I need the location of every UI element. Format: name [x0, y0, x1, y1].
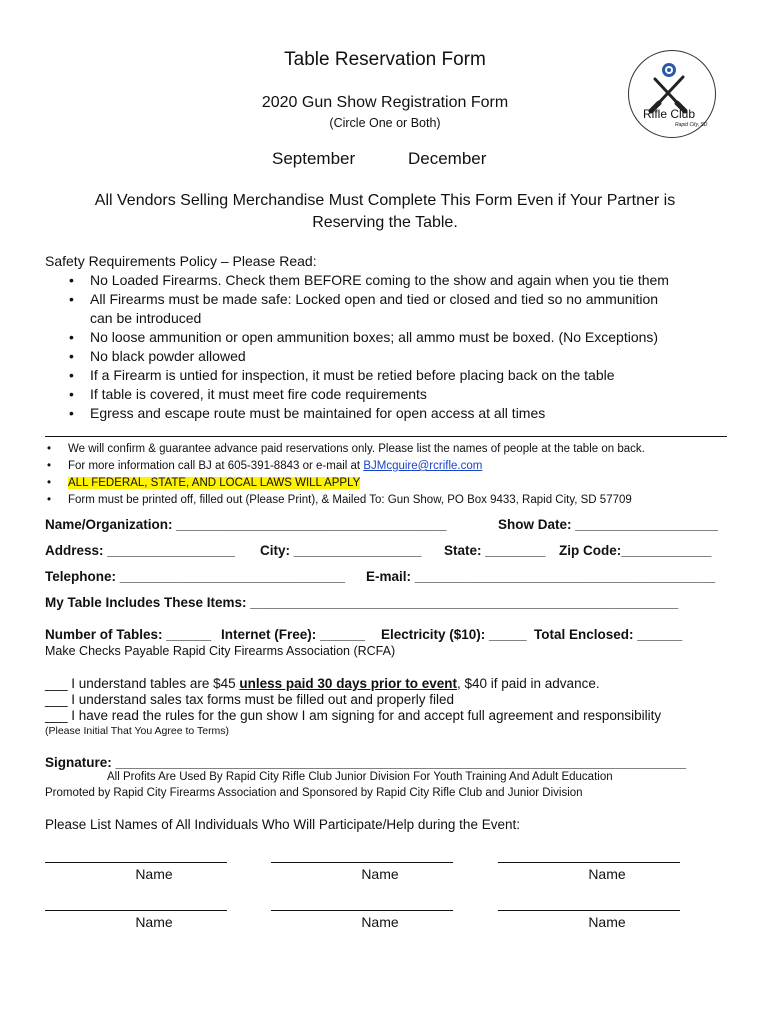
info-item — [45, 475, 645, 492]
safety-item: • If table is covered, it must meet fire code requirements — [45, 385, 669, 404]
email-field[interactable]: E-mail: ________________________________________ — [366, 569, 716, 584]
safety-list — [45, 271, 669, 423]
participant-name-label: Name — [588, 914, 626, 930]
zip-code-field[interactable]: Zip Code:____________ — [559, 543, 712, 558]
email-link[interactable]: BJMcguire@rcrifle.com — [363, 460, 483, 472]
safety-item-cont-text: can be introduced — [90, 310, 202, 326]
participant-name-label: Name — [135, 914, 173, 930]
participant-name-label: Name — [361, 866, 399, 882]
ack-table-price-suffix: , $40 if paid in advance. — [456, 676, 600, 691]
safety-item: • No Loaded Firearms. Check them BEFORE coming to the show and again when you tie them — [45, 271, 669, 290]
safety-item: • Egress and escape route must be maintained for open access at all times — [45, 404, 669, 423]
profits-note: All Profits Are Used By Rapid City Rifle Club Junior Division For Youth Training And Adult Education — [107, 771, 613, 783]
initial-note: (Please Initial That You Agree to Terms) — [45, 725, 230, 737]
total-enclosed-field[interactable]: Total Enclosed: ______ — [534, 627, 683, 642]
table-items-field[interactable]: My Table Includes These Items: _________________________________________________________ — [45, 595, 679, 610]
safety-item: • No loose ammunition or open ammunition boxes; all ammo must be boxed. (No Exceptions) — [45, 328, 669, 347]
state-field[interactable]: State: ________ — [444, 543, 546, 558]
info-item: • We will confirm & guarantee advance paid reservations only. Please list the names of people at the table on back. — [45, 441, 645, 458]
ack-table-price-prefix: ___ I understand tables are $45 — [45, 676, 240, 691]
laws-highlight: ALL FEDERAL, STATE, AND LOCAL LAWS WILL APPLY — [68, 477, 361, 489]
page-subtitle: 2020 Gun Show Registration Form — [261, 94, 509, 111]
address-field[interactable]: Address: _________________ — [45, 543, 235, 558]
signature-field[interactable]: Signature: ____________________________________________________________________________ — [45, 755, 687, 770]
electricity-field[interactable]: Electricity ($10): _____ — [381, 627, 527, 642]
circle-note: (Circle One or Both) — [329, 116, 441, 130]
vendor-notice — [0, 190, 770, 234]
safety-item-text: All Firearms must be made safe: Locked open and tied or closed and tied so no ammunition — [90, 291, 659, 307]
participants-heading: Please List Names of All Individuals Who Will Participate/Help during the Event: — [45, 817, 520, 832]
telephone-field[interactable]: Telephone: ______________________________ — [45, 569, 345, 584]
ack-rules[interactable]: ___ I have read the rules for the gun show I am signing for and accept full agreement and responsibility — [45, 708, 662, 723]
participant-name-line[interactable] — [45, 862, 227, 863]
ack-table-price-bold: unless paid 30 days prior to event — [239, 676, 457, 691]
logo-text: Rifle Club — [643, 107, 696, 121]
section-divider — [45, 436, 727, 437]
participant-name-label: Name — [361, 914, 399, 930]
safety-item — [45, 290, 669, 309]
number-of-tables-field[interactable]: Number of Tables: ______ — [45, 627, 212, 642]
show-date-field[interactable]: Show Date: ___________________ — [498, 517, 718, 532]
page-title: Table Reservation Form — [284, 49, 486, 70]
participant-name-line[interactable] — [271, 910, 453, 911]
promoted-note: Promoted by Rapid City Firearms Association and Sponsored by Rapid City Rifle Club and Junior Division — [45, 787, 583, 799]
city-field[interactable]: City: _________________ — [260, 543, 422, 558]
info-contact-text: For more information call BJ at 605-391-8843 or e-mail at — [68, 460, 364, 472]
participant-name-line[interactable] — [45, 910, 227, 911]
info-item — [45, 458, 645, 475]
name-organization-field[interactable]: Name/Organization: ____________________________________ — [45, 517, 447, 532]
participant-name-label: Name — [588, 866, 626, 882]
safety-item: • No black powder allowed — [45, 347, 669, 366]
info-item: • Form must be printed off, filled out (Please Print), & Mailed To: Gun Show, PO Box 9433, Rapid City, SD 57709 — [45, 492, 645, 509]
participant-name-line[interactable] — [498, 862, 680, 863]
info-list — [45, 441, 645, 509]
checks-payable-note: Make Checks Payable Rapid City Firearms Association (RCFA) — [45, 644, 396, 658]
ack-sales-tax[interactable]: ___ I understand sales tax forms must be filled out and properly filed — [45, 692, 454, 707]
month-option-september[interactable]: September — [272, 149, 356, 168]
participant-name-line[interactable] — [271, 862, 453, 863]
participant-name-label: Name — [135, 866, 173, 882]
rifle-club-logo — [628, 50, 716, 138]
safety-heading: Safety Requirements Policy – Please Read: — [45, 253, 317, 269]
vendor-notice-line-2: Reserving the Table. — [312, 214, 458, 231]
ack-table-price[interactable] — [45, 676, 600, 691]
logo-subtext: Rapid City, SD — [675, 122, 708, 128]
safety-item: • If a Firearm is untied for inspection, it must be retied before placing back on the table — [45, 366, 669, 385]
participant-name-line[interactable] — [498, 910, 680, 911]
vendor-notice-line-1: All Vendors Selling Merchandise Must Complete This Form Even if Your Partner is — [94, 192, 676, 209]
month-option-december[interactable]: December — [408, 149, 487, 168]
safety-item-continuation — [45, 309, 669, 328]
internet-field[interactable]: Internet (Free): ______ — [221, 627, 366, 642]
